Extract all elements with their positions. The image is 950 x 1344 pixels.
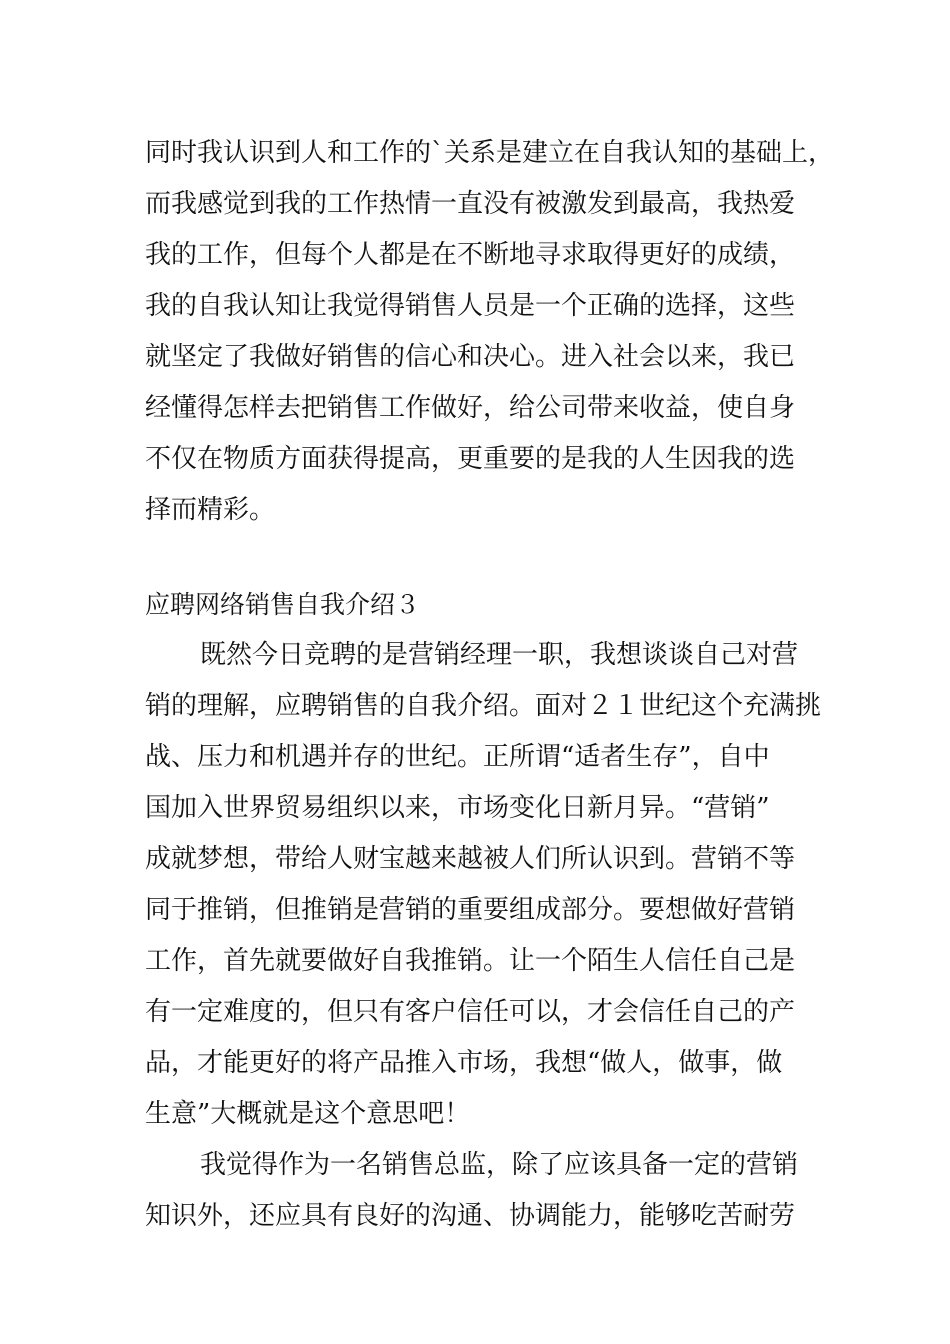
text-line: 我的自我认知让我觉得销售人员是一个正确的选择，这些 [145,291,796,321]
text-line: 而我感觉到我的工作热情一直没有被激发到最高，我热爱 [145,189,796,219]
document-body [145,128,835,1242]
text-line: 就坚定了我做好销售的信心和决心。进入社会以来，我已 [145,342,796,372]
text-line: 择而精彩。 [145,495,276,525]
text-line: 不仅在物质方面获得提高，更重要的是我的人生因我的选 [145,444,796,474]
text-line: 我的工作，但每个人都是在不断地寻求取得更好的成绩， [145,240,796,270]
text-line: 战、压力和机遇并存的世纪。正所谓“适者生存”，自中 [145,742,770,772]
text-line: 同于推销，但推销是营销的重要组成部分。要想做好营销 [145,895,796,925]
text-line: 知识外，还应具有良好的沟通、协调能力，能够吃苦耐劳 [145,1201,796,1231]
text-line: 既然今日竞聘的是营销经理一职，我想谈谈自己对营 [200,640,799,670]
text-line: 工作，首先就要做好自我推销。让一个陌生人信任自己是 [145,946,796,976]
text-line: 我觉得作为一名销售总监，除了应该具备一定的营销 [200,1150,799,1180]
text-line: 销的理解，应聘销售的自我介绍。面对２１世纪这个充满挑 [145,691,822,721]
paragraph-1 [145,128,835,536]
text-line: 同时我认识到人和工作的`关系是建立在自我认知的基础上， [145,138,835,168]
text-line: 成就梦想，带给人财宝越来越被人们所认识到。营销不等 [145,844,796,874]
paragraph-2 [145,630,822,1140]
section-heading: 应聘网络销售自我介绍３ [145,590,421,619]
text-line: 经懂得怎样去把销售工作做好，给公司带来收益，使自身 [145,393,796,423]
text-line: 生意”大概就是这个意思吧！ [145,1099,471,1129]
text-line: 有一定难度的，但只有客户信任可以，才会信任自己的产 [145,997,796,1027]
paragraph-3 [145,1140,810,1242]
text-line: 国加入世界贸易组织以来，市场变化日新月异。“营销” [145,793,770,823]
text-line: 品，才能更好的将产品推入市场，我想“做人，做事，做 [145,1048,783,1078]
